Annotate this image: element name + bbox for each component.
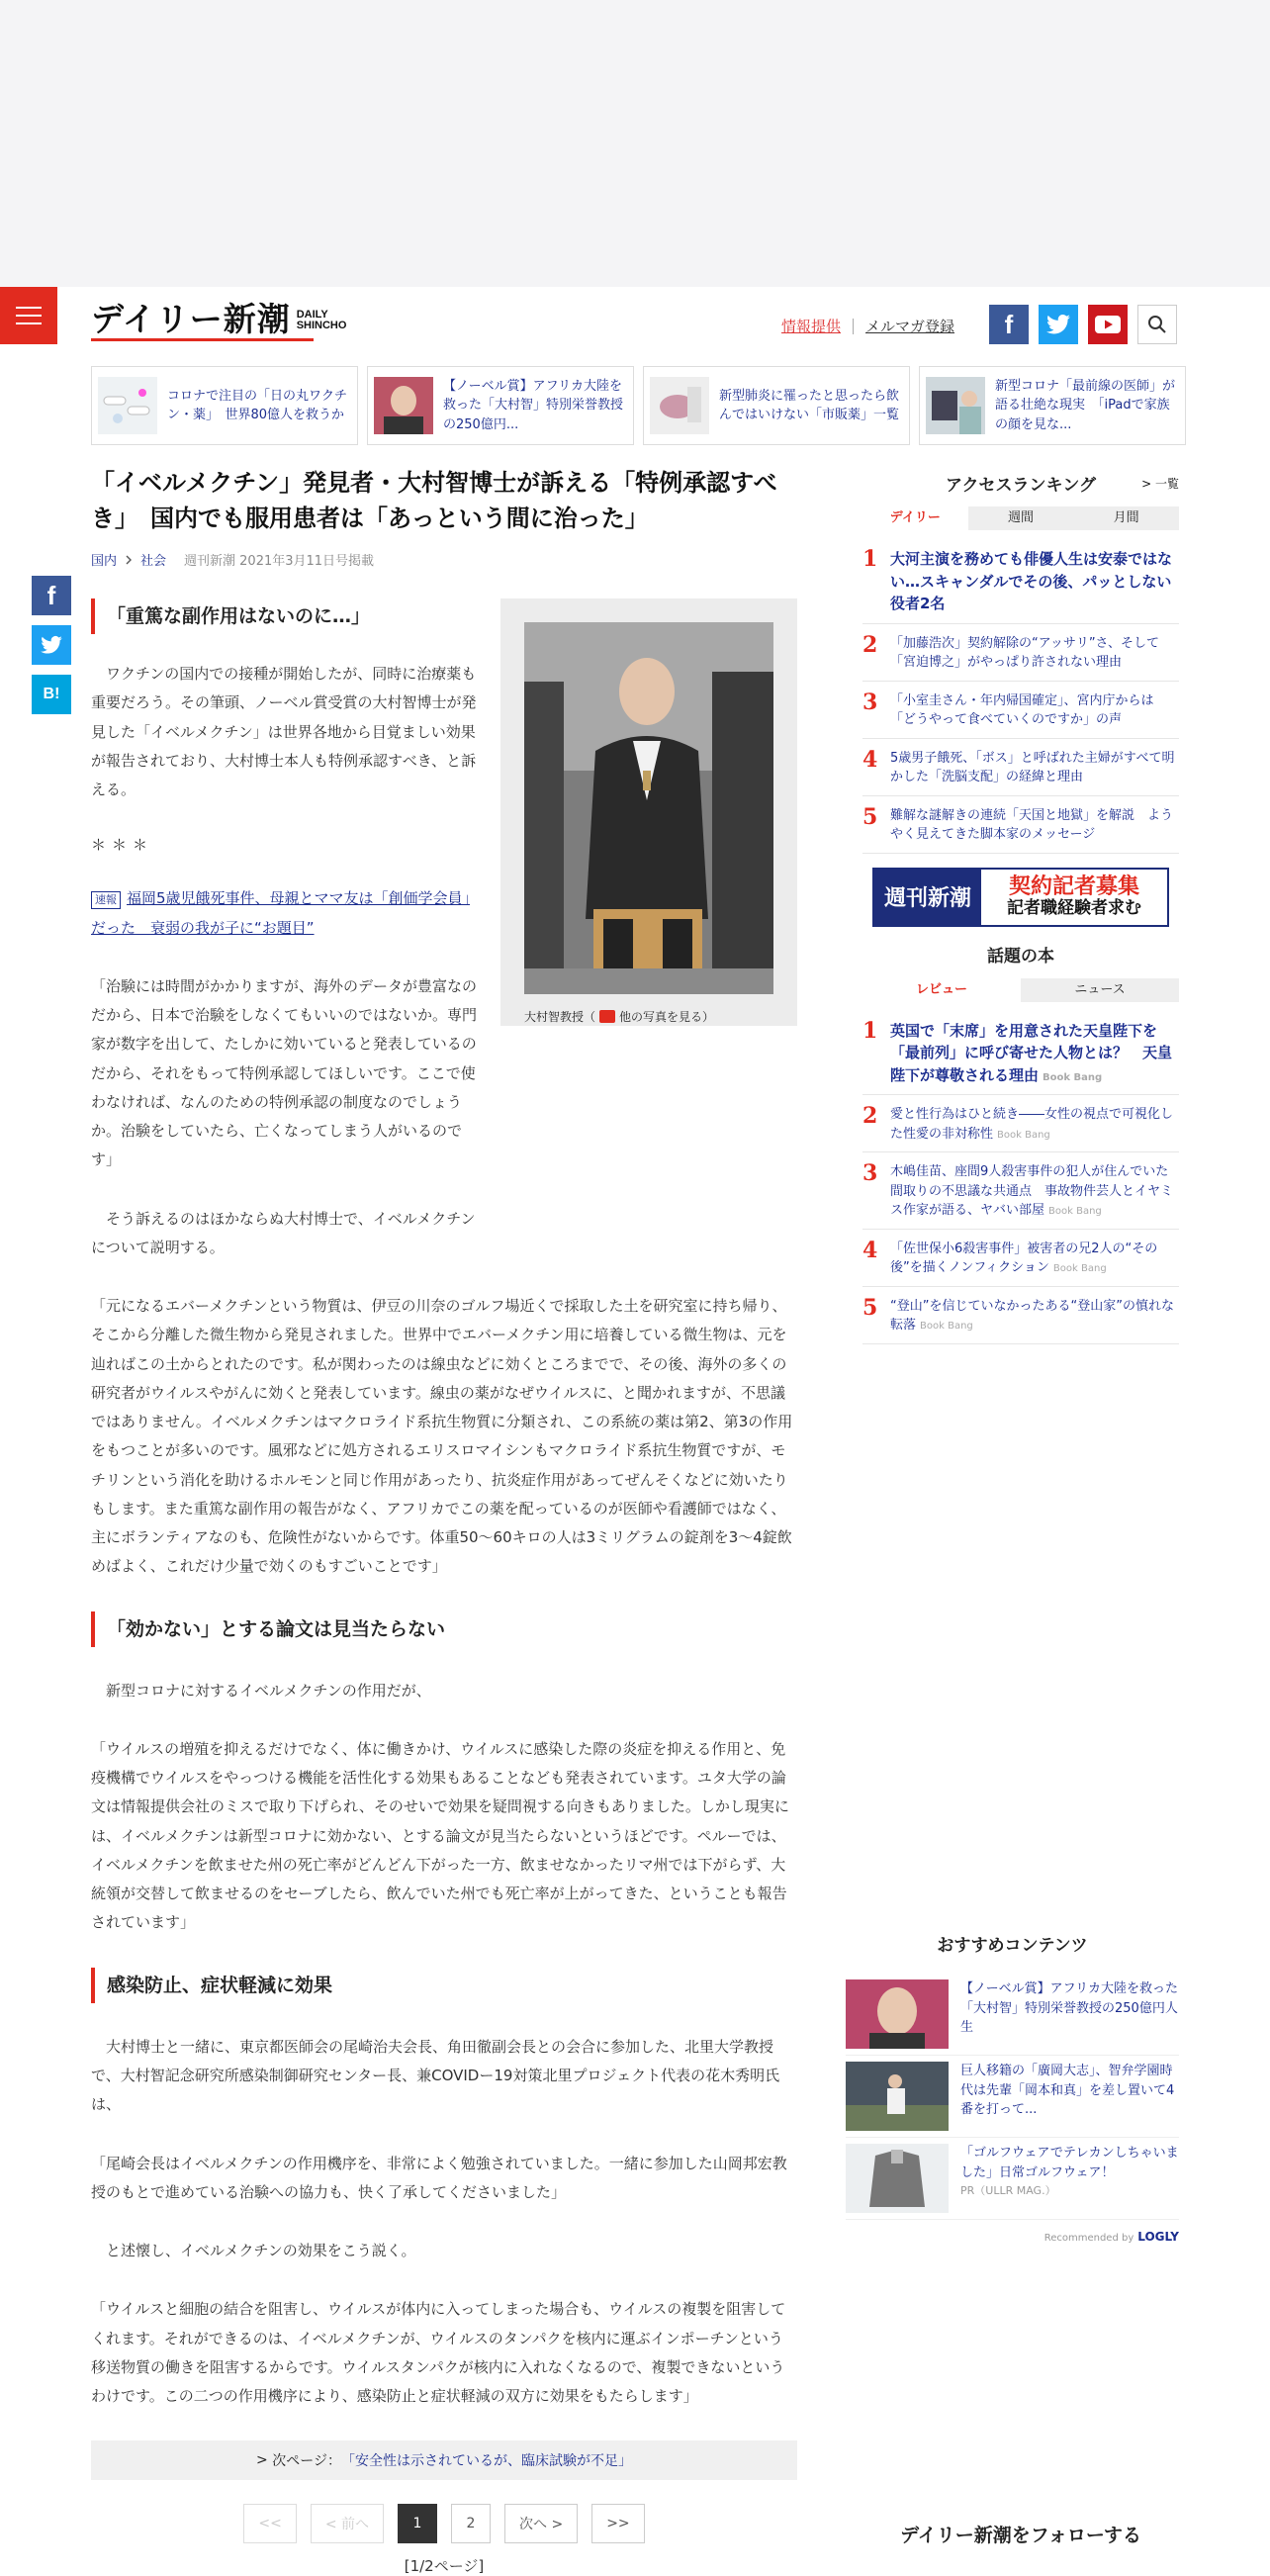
- tab-news[interactable]: ニュース: [1021, 978, 1179, 1002]
- paragraph: 「ウイルスの増殖を抑えるだけでなく、体に働きかけ、ウイルスに感染した際の炎症を抑える作用と、免疫機構でウイルスをやっつける機能を活性化する効果もあることなども発表されています。ユタ大学の論文は情報提供会社のミスで取り下げられ、そのせいで効果を疑問視する向きもありました。しかし現実には、イベルメクチンは新型コロナに効かない、とする論文が見当たらないというほどです。ペルーでは、イベルメクチンを飲ませた州の死亡率がどんどん下がった一方、飲ませなかったリマ州では下がらず、大統領が交替して飲ませるのをセーブしたら、飲んでいた州でも死亡率が上がってきた、ということも報告されています」: [91, 1739, 789, 1932]
- chevron-right-icon: [125, 555, 133, 565]
- recommend-item[interactable]: 「ゴルフウェアでテレカンしちゃいました」日常ゴルフウェア！ PR（ULLR MAG.）: [846, 2138, 1179, 2220]
- paragraph: 大村博士と一緒に、東京都医師会の尾崎治夫会長、角田徹副会長との会合に参加した、北里大学教授で、大村智記念研究所感染制御研究センター長、兼COVIDー19対策北里プロジェクト代表の花木秀明氏は、: [91, 2037, 780, 2114]
- chevron-right-icon: >: [256, 2452, 273, 2469]
- logo-underline: [91, 338, 314, 341]
- ad-space: [0, 0, 1270, 287]
- recommend-title: おすすめコンテンツ: [937, 1936, 1088, 1956]
- related-articles: [91, 366, 1186, 445]
- paragraph: 「尾崎会長はイベルメクチンの作用機序を、非常によく勉強されていました。一緒に参加した山岡邦宏教授のもとで進めている治験への協力も、快く了承してくださいました」: [91, 2154, 787, 2201]
- ranking-title: アクセスランキング > 一覧: [946, 475, 1179, 496]
- last-page-button[interactable]: >>: [591, 2504, 644, 2543]
- newsletter-link[interactable]: メルマガ登録: [865, 318, 955, 335]
- article: [91, 465, 797, 2576]
- info-link[interactable]: 情報提供: [781, 318, 842, 335]
- related-card[interactable]: [643, 366, 910, 445]
- paragraph: と述懐し、イベルメクチンの効果をこう説く。: [106, 2242, 416, 2260]
- related-thumbnail: [926, 377, 985, 434]
- facebook-icon[interactable]: f: [989, 305, 1029, 344]
- photo-image: [524, 622, 773, 994]
- logly-logo[interactable]: LOGLY: [1137, 2230, 1179, 2244]
- recommend-thumbnail: [846, 2062, 949, 2131]
- book-item[interactable]: 1 英国で「末席」を用意された天皇陛下を「最前列」に呼び寄せた人物とは？ 天皇陛下が尊敬される理由 Book Bang: [862, 1010, 1179, 1096]
- ranking-tabs: [862, 506, 1179, 530]
- book-item[interactable]: 4 「佐世保小6殺害事件」被害者の兄2人の“その後”を描くノンフィクション Book Bang: [862, 1230, 1179, 1287]
- publish-date: 週刊新潮 2021年3月11日号掲載: [184, 554, 375, 569]
- site-logo[interactable]: [91, 300, 347, 338]
- ranking-item[interactable]: 1 大河主演を務めても俳優人生は安泰ではない…スキャンダルでその後、パッとしない役者2名: [862, 538, 1179, 624]
- share-bar: [32, 576, 71, 714]
- breadcrumb-subcategory[interactable]: 社会: [140, 554, 167, 569]
- paragraph: そう訴えるのはほかならぬ大村博士で、イベルメクチンについて説明する。: [91, 1209, 476, 1256]
- article-title: 「イベルメクチン」発見者・大村智博士が訴える「特例承認すべき」 国内でも服用患者は「あっという間に治った」: [91, 469, 777, 532]
- related-text: コロナで注目の「日の丸ワクチン・薬」 世界80億人を救うか: [167, 388, 348, 422]
- paragraph: 新型コロナに対するイベルメクチンの作用だが、: [106, 1681, 431, 1700]
- book-item[interactable]: 5 “登山”を信じていなかったある“登山家”の慎れな転落 Book Bang: [862, 1287, 1179, 1344]
- section-heading: 感染防止、症状軽減に効果: [91, 1968, 797, 2003]
- breadcrumb: [91, 550, 797, 569]
- recommend-thumbnail: [846, 2144, 949, 2213]
- page-2-button[interactable]: 2: [451, 2504, 491, 2543]
- search-icon[interactable]: [1137, 305, 1177, 344]
- paragraph: ワクチンの国内での接種が開始したが、同時に治療薬も重要だろう。その筆頭、ノーベル賞受賞の大村智博士が発見した「イベルメクチン」は世界各地から目覚ましい効果が報告されており、大村博士本人も特例承認すべき、と訴える。: [91, 665, 477, 799]
- related-thumbnail: [650, 377, 709, 434]
- page-1-button[interactable]: 1: [398, 2504, 437, 2543]
- related-thumbnail: [374, 377, 433, 434]
- related-card[interactable]: [919, 366, 1186, 445]
- article-wide: [91, 1292, 797, 2576]
- ranking-item[interactable]: 3 「小室圭さん・年内帰国確定」、宮内庁からは「どうやって食べていくのですか」の声: [862, 682, 1179, 739]
- prev-page-button[interactable]: < 前へ: [311, 2504, 384, 2543]
- recommend-section: [846, 1931, 1179, 2244]
- recommend-thumbnail: [846, 1979, 949, 2049]
- logo-text: デイリー新潮: [91, 300, 291, 338]
- photo-caption[interactable]: 大村智教授（ 他の写真を見る）: [524, 1010, 715, 1024]
- recruit-banner[interactable]: 週刊新潮 契約記者募集 記者職経験者求む: [872, 868, 1169, 927]
- ranking-more-link[interactable]: > 一覧: [1141, 476, 1179, 491]
- book-item[interactable]: 2 愛と性行為はひと続き――女性の視点で可視化した性愛の非対称性 Book Bang: [862, 1095, 1179, 1152]
- separator: ＊＊＊: [91, 836, 154, 855]
- books-list: [862, 1010, 1179, 1344]
- share-facebook-icon[interactable]: f: [32, 576, 71, 615]
- related-card[interactable]: [367, 366, 634, 445]
- twitter-icon[interactable]: [1039, 305, 1078, 344]
- related-text: 新型肺炎に罹ったと思ったら飲んではいけない「市販薬」一覧: [719, 388, 900, 422]
- hamburger-icon: [16, 307, 42, 309]
- paragraph: 「ウイルスと細胞の結合を阻害し、ウイルスが体内に入ってしまった場合も、ウイルスの複製を阻害してくれます。それができるのは、イベルメクチンが、ウイルスのタンパクを核内に運ぶインポーチンという移送物質の働きを阻害するからです。ウイルスタンパクが核内に入れなくなるので、複製できないというわけです。この二つの作用機序により、感染防止と症状軽減の双方に効果をもたらします」: [91, 2300, 786, 2406]
- tab-weekly[interactable]: 週間: [968, 506, 1074, 530]
- recommend-item[interactable]: 【ノーベル賞】アフリカ大陸を救った「大村智」特別栄誉教授の250億円人生: [846, 1974, 1179, 2056]
- youtube-icon[interactable]: [1088, 305, 1128, 344]
- section-heading: 「重篤な副作用はないのに…」: [91, 598, 477, 634]
- header-social: [989, 305, 1177, 344]
- breaking-tag: 速報: [91, 891, 121, 908]
- article-body: [91, 598, 797, 2576]
- article-photo[interactable]: [500, 598, 797, 1026]
- pagination: [91, 2504, 797, 2543]
- page-info: [1/2ページ]: [404, 2557, 485, 2576]
- related-card[interactable]: [91, 366, 358, 445]
- header-links: [781, 316, 954, 336]
- book-item[interactable]: 3 木嶋佳苗、座間9人殺害事件の犯人が住んでいた間取りの不思議な共通点 事故物件芸人とイヤミス作家が語る、ヤバい部屋 Book Bang: [862, 1152, 1179, 1230]
- ranking-item[interactable]: 4 5歳男子餓死、「ボス」と呼ばれた主婦がすべて明かした「洗脳支配」の経緯と理由: [862, 739, 1179, 796]
- next-page-link[interactable]: > 次ページ： 「安全性は示されているが、臨床試験が不足」: [91, 2440, 797, 2480]
- article-column: [91, 598, 477, 1262]
- related-text: 新型コロナ「最前線の医師」が語る壮絶な現実 「iPadで家族の顔を見な...: [995, 378, 1176, 432]
- sidebar: [862, 465, 1179, 1344]
- next-page-button[interactable]: 次へ >: [504, 2504, 578, 2543]
- tab-monthly[interactable]: 月間: [1073, 506, 1179, 530]
- share-hatena-icon[interactable]: B!: [32, 675, 71, 714]
- breadcrumb-category[interactable]: 国内: [91, 554, 118, 569]
- follow-heading: デイリー新潮をフォローする: [900, 2525, 1141, 2546]
- section-heading: 「効かない」とする論文は見当たらない: [91, 1611, 797, 1647]
- first-page-button[interactable]: <<: [243, 2504, 296, 2543]
- camera-icon: [599, 1010, 615, 1023]
- recommend-footer: Recommended by LOGLY: [1043, 2230, 1179, 2244]
- paragraph: 「治験には時間がかかりますが、海外のデータが豊富なのだから、日本で治験をしなくてもいいのではないか。専門家が数字を出して、たしかに効いていると発表しているのだから、それをもって特例承認してほしいです。ここで使わなければ、なんのための特例承認の制度なのでしょうか。治験をしていたら、亡くなってしまう人がいるのです」: [91, 976, 478, 1169]
- share-twitter-icon[interactable]: [32, 625, 71, 665]
- divider: [853, 319, 854, 334]
- logo-en: DAILY SHINCHO: [296, 308, 347, 332]
- recommend-item[interactable]: 巨人移籍の「廣岡大志」、智弁学園時代は先輩「岡本和真」を差し置いて4番を打って...: [846, 2056, 1179, 2138]
- breaking-news-link[interactable]: 速報 福岡5歳児餓死事件、母親とママ友は「創価学会員」だった 衰弱の我が子に“お題目”: [91, 889, 471, 937]
- ranking-item[interactable]: 5 難解な謎解きの連続「天国と地獄」を解説 ようやく見えてきた脚本家のメッセージ: [862, 796, 1179, 854]
- ranking-list: [862, 538, 1179, 854]
- books-tabs: [862, 978, 1179, 1002]
- related-text: 【ノーベル賞】アフリカ大陸を救った「大村智」特別栄誉教授の250億円...: [443, 378, 624, 432]
- tab-review[interactable]: レビュー: [862, 978, 1021, 1002]
- tab-daily[interactable]: デイリー: [862, 506, 968, 530]
- menu-button[interactable]: [0, 287, 57, 344]
- paragraph: 「元になるエバーメクチンという物質は、伊豆の川奈のゴルフ場近くで採取した土を研究室に持ち帰り、そこから分離した微生物から発見されました。世界中でエバーメクチン用に培養している微生物は、元を辿ればこの土からとれたのです。私が関わったのは線虫などに効くところまでで、その後、海外の多くの研究者がウイルスやがんに効くと発表しています。線虫の薬がなぜウイルスに、と聞かれますが、不思議ではありません。イベルメクチンはマクロライド系抗生物質に分類され、この系統の薬は第2、第3の作用をもつことが多いのです。風邪などに処方されるエリスロマイシンもマクロライド系抗生物質ですが、モチリンという消化を助けるホルモンと同じ作用があったり、抗炎症作用があってぜんそくなどに効いたりもします。また重篤な副作用の報告がなく、アフリカでこの薬を配っているのが医師や看護師ではなく、主にボランティアなのも、危険性がないからです。体重50～60キロの人は3ミリグラムの錠剤を3～4錠飲めばよく、これだけ少量で効くのもすごいことです」: [91, 1297, 793, 1576]
- related-thumbnail: [98, 377, 157, 434]
- ranking-item[interactable]: 2 「加藤浩次」契約解除の“アッサリ”さ、そして「宮迫博之」がやっぱり許されない理由: [862, 624, 1179, 682]
- pr-label: PR（ULLR MAG.）: [960, 2184, 1056, 2197]
- books-title: 話題の本: [987, 947, 1054, 966]
